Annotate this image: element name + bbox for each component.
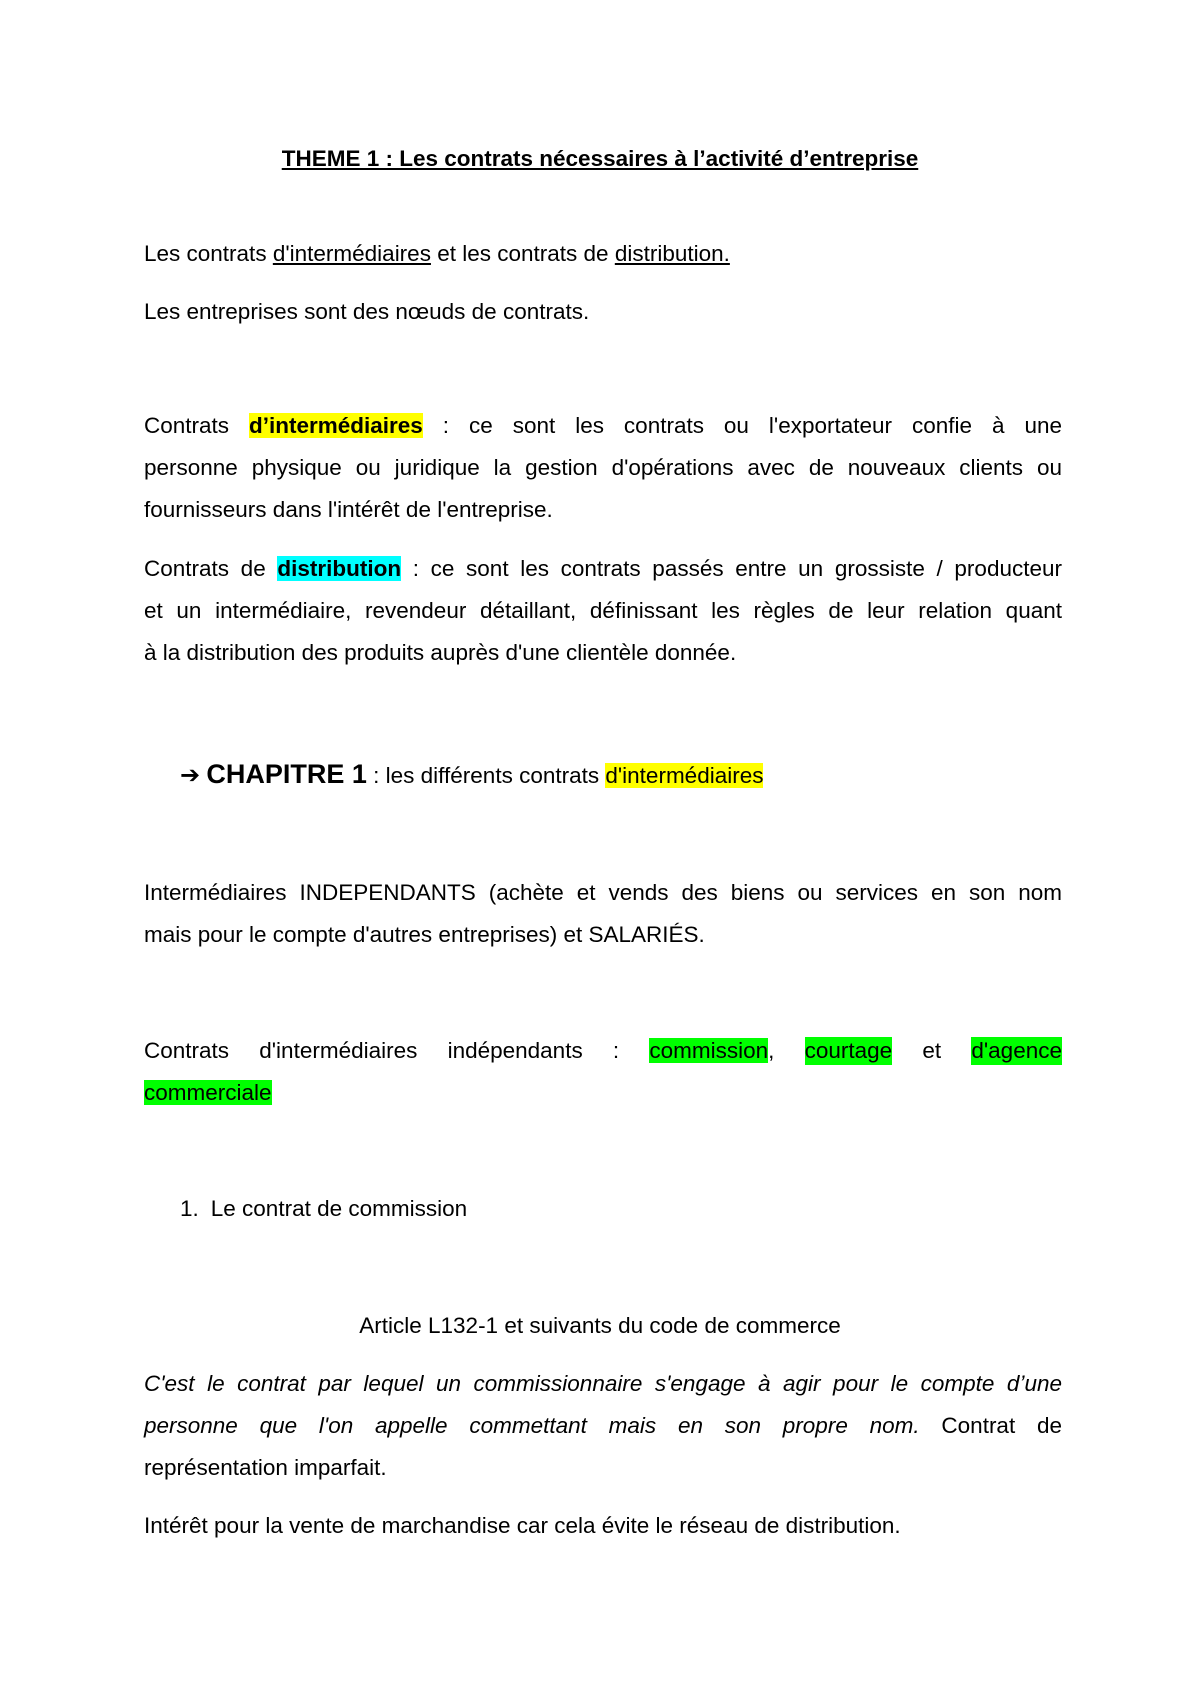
chapter-text: : les différents contrats	[366, 763, 606, 788]
intro-text-2: et les contrats de	[430, 241, 615, 266]
def-term-intermediaires: d’intermédiaires	[249, 413, 423, 438]
term-agence: d'agence	[971, 1038, 1062, 1063]
term-commission: commission	[649, 1038, 769, 1063]
intro-text: Les contrats	[144, 241, 273, 266]
def-text: : ce sont les contrats ou l'exportateur confie à une	[422, 413, 1062, 438]
definition-line-2	[144, 1412, 1062, 1440]
types-colon: :	[612, 1038, 620, 1063]
chapter-label: CHAPITRE 1	[206, 759, 367, 789]
types-commission	[649, 1037, 774, 1065]
types-word: indépendants	[447, 1038, 583, 1063]
document-title: THEME 1 : Les contrats nécessaires à l’activité d’entreprise	[281, 146, 919, 171]
independants-line-2: mais pour le compte d'autres entreprises) et SALARIÉS.	[144, 922, 705, 947]
def-prefix: Contrats de	[144, 556, 278, 581]
types-line-2	[144, 1079, 272, 1107]
definition-text: Contrat de	[919, 1413, 1062, 1438]
chapter-heading	[180, 758, 763, 792]
types-line-1	[144, 1037, 1062, 1065]
independants-line-1: Intermédiaires INDEPENDANTS (achète et vends des biens ou services en son nom	[144, 880, 1062, 905]
def-intermediaires-line-3: fournisseurs dans l'intérêt de l'entreprise.	[144, 497, 553, 522]
definition-italic: personne que l'on appelle commettant mais en son propre nom.	[144, 1413, 920, 1438]
def-prefix: Contrats	[144, 413, 249, 438]
def-term-distribution: distribution	[277, 556, 402, 581]
definition-line-1: C'est le contrat par lequel un commissionnaire s'engage à agir pour le compte d’une	[144, 1371, 1062, 1396]
intro-term-distribution: distribution.	[614, 241, 730, 266]
list-label: Le contrat de commission	[210, 1196, 468, 1221]
intro-term-intermediaires: d'intermédiaires	[272, 241, 431, 266]
term-courtage: courtage	[804, 1038, 893, 1063]
types-comma: ,	[768, 1038, 775, 1063]
interest-paragraph: Intérêt pour la vente de marchandise car cela évite le réseau de distribution.	[144, 1513, 901, 1538]
types-word: d'intermédiaires	[259, 1038, 418, 1063]
def-intermediaires-line-2: personne physique ou juridique la gestion d'opérations avec de nouveaux clients ou	[144, 455, 1062, 480]
def-text: : ce sont les contrats passés entre un grossiste / producteur	[401, 556, 1062, 581]
list-number: 1.	[180, 1196, 199, 1221]
chapter-term-intermediaires: d'intermédiaires	[605, 763, 764, 788]
types-word: et	[922, 1038, 942, 1063]
def-intermediaires-line-1	[144, 412, 1062, 440]
types-word: Contrats	[144, 1038, 230, 1063]
intro-paragraph	[144, 240, 730, 268]
list-item	[180, 1195, 467, 1223]
nodes-paragraph: Les entreprises sont des nœuds de contrats.	[144, 299, 590, 324]
article-reference: Article L132-1 et suivants du code de commerce	[359, 1313, 841, 1338]
definition-line-3: représentation imparfait.	[144, 1455, 387, 1480]
term-commerciale: commerciale	[144, 1080, 272, 1105]
def-distribution-line-2: et un intermédiaire, revendeur détaillant, définissant les règles de leur relation quant	[144, 598, 1062, 623]
arrow-right-icon: ➔	[180, 762, 201, 789]
def-distribution-line-1	[144, 555, 1062, 583]
def-distribution-line-3: à la distribution des produits auprès d'une clientèle donnée.	[144, 640, 737, 665]
